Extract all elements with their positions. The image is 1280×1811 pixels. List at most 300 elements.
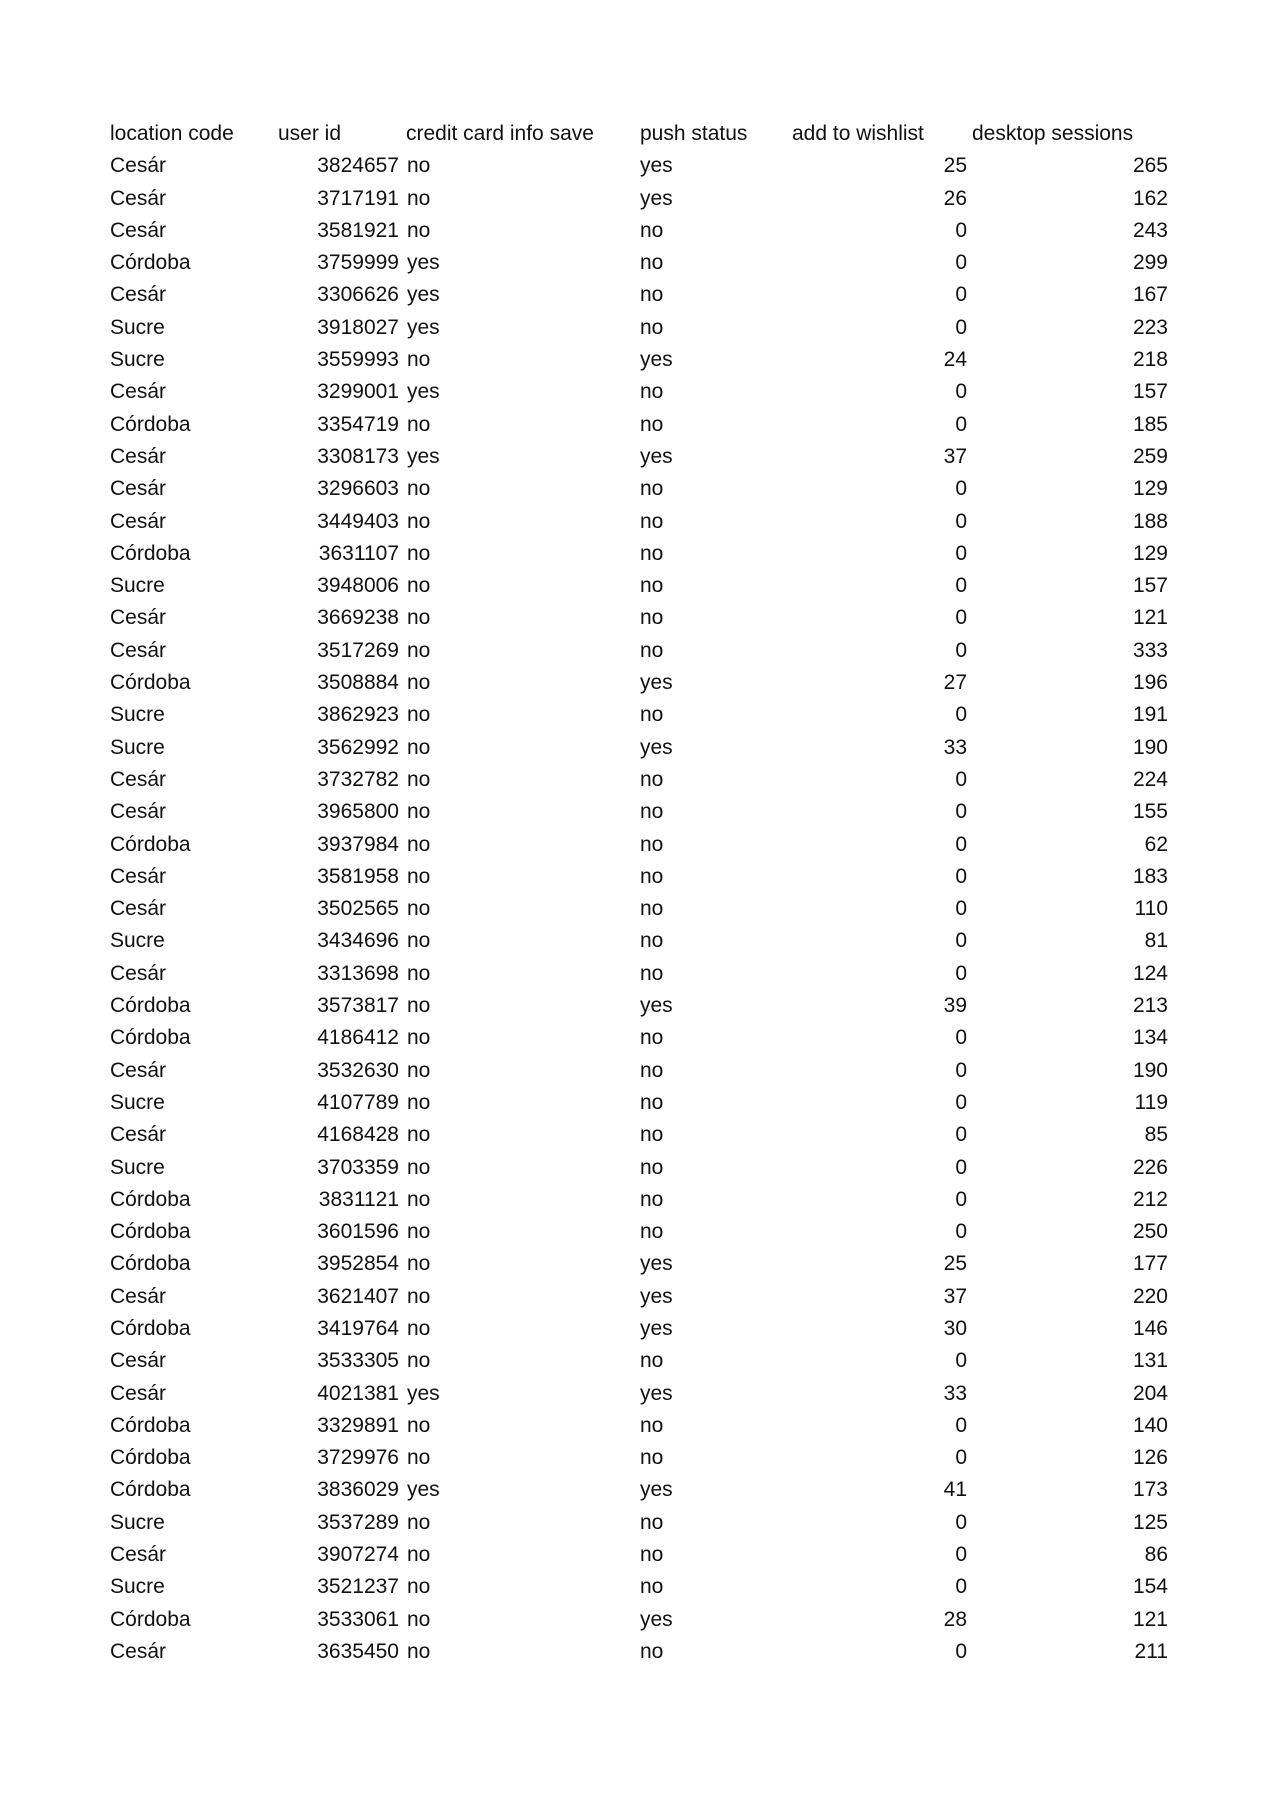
cell-location-code: Córdoba — [110, 832, 191, 856]
cell-push-status: no — [640, 1446, 664, 1470]
cell-user-id: 3717191 — [317, 186, 399, 210]
cell-push-status: no — [640, 1090, 664, 1114]
cell-location-code: Córdoba — [110, 251, 191, 275]
cell-location-code: Cesár — [110, 477, 167, 501]
table-row — [110, 1378, 1180, 1410]
table-row — [110, 1539, 1180, 1571]
cell-desktop-sessions: 131 — [1132, 1349, 1168, 1373]
cell-credit-card-info-save: no — [407, 638, 431, 662]
cell-push-status: no — [640, 1575, 664, 1599]
cell-location-code: Cesár — [110, 800, 167, 824]
cell-add-to-wishlist: 28 — [943, 1607, 967, 1631]
cell-credit-card-info-save: no — [407, 1187, 431, 1211]
table-row — [110, 732, 1180, 764]
cell-push-status: no — [640, 412, 664, 436]
cell-desktop-sessions: 196 — [1132, 671, 1168, 695]
table-row — [110, 279, 1180, 311]
cell-add-to-wishlist: 0 — [955, 1058, 967, 1082]
cell-location-code: Sucre — [110, 1155, 165, 1179]
cell-location-code: Sucre — [110, 315, 165, 339]
cell-push-status: no — [640, 832, 664, 856]
cell-push-status: no — [640, 1639, 664, 1663]
cell-add-to-wishlist: 0 — [955, 1155, 967, 1179]
cell-location-code: Córdoba — [110, 671, 191, 695]
cell-desktop-sessions: 220 — [1132, 1284, 1168, 1308]
cell-location-code: Sucre — [110, 703, 165, 727]
cell-push-status: no — [640, 509, 664, 533]
cell-location-code: Cesár — [110, 444, 167, 468]
cell-desktop-sessions: 155 — [1132, 800, 1168, 824]
cell-desktop-sessions: 62 — [1144, 832, 1168, 856]
cell-push-status: no — [640, 1349, 664, 1373]
cell-add-to-wishlist: 0 — [955, 1639, 967, 1663]
table-row — [110, 893, 1180, 925]
table-row — [110, 925, 1180, 957]
cell-push-status: no — [640, 1220, 664, 1244]
cell-add-to-wishlist: 41 — [943, 1478, 967, 1502]
table-row — [110, 635, 1180, 667]
cell-add-to-wishlist: 0 — [955, 315, 967, 339]
cell-user-id: 3537289 — [317, 1510, 399, 1534]
cell-push-status: yes — [640, 186, 673, 210]
cell-desktop-sessions: 129 — [1132, 541, 1168, 565]
cell-add-to-wishlist: 39 — [943, 994, 967, 1018]
cell-desktop-sessions: 224 — [1132, 767, 1168, 791]
table-row — [110, 1507, 1180, 1539]
cell-credit-card-info-save: yes — [407, 1478, 440, 1502]
cell-location-code: Cesár — [110, 1284, 167, 1308]
cell-credit-card-info-save: no — [407, 767, 431, 791]
cell-add-to-wishlist: 0 — [955, 574, 967, 598]
cell-user-id: 3299001 — [317, 380, 399, 404]
table-row — [110, 1571, 1180, 1603]
cell-add-to-wishlist: 0 — [955, 1090, 967, 1114]
cell-desktop-sessions: 154 — [1132, 1575, 1168, 1599]
cell-desktop-sessions: 167 — [1132, 283, 1168, 307]
cell-user-id: 3434696 — [317, 929, 399, 953]
cell-add-to-wishlist: 0 — [955, 509, 967, 533]
cell-add-to-wishlist: 0 — [955, 832, 967, 856]
table-row — [110, 570, 1180, 602]
cell-push-status: no — [640, 800, 664, 824]
cell-push-status: no — [640, 1510, 664, 1534]
cell-user-id: 3729976 — [317, 1446, 399, 1470]
cell-credit-card-info-save: no — [407, 606, 431, 630]
table-row — [110, 1087, 1180, 1119]
cell-add-to-wishlist: 0 — [955, 218, 967, 242]
cell-add-to-wishlist: 0 — [955, 897, 967, 921]
cell-location-code: Córdoba — [110, 1607, 191, 1631]
cell-user-id: 3449403 — [317, 509, 399, 533]
cell-location-code: Córdoba — [110, 541, 191, 565]
cell-desktop-sessions: 191 — [1132, 703, 1168, 727]
cell-credit-card-info-save: no — [407, 1607, 431, 1631]
cell-add-to-wishlist: 0 — [955, 1026, 967, 1050]
cell-location-code: Córdoba — [110, 1187, 191, 1211]
table-row — [110, 764, 1180, 796]
cell-desktop-sessions: 126 — [1132, 1446, 1168, 1470]
cell-credit-card-info-save: no — [407, 574, 431, 598]
header-push-status: push status — [640, 122, 748, 145]
table-row — [110, 1281, 1180, 1313]
cell-desktop-sessions: 134 — [1132, 1026, 1168, 1050]
cell-add-to-wishlist: 0 — [955, 1123, 967, 1147]
table-row — [110, 699, 1180, 731]
cell-credit-card-info-save: no — [407, 1220, 431, 1244]
cell-add-to-wishlist: 0 — [955, 1349, 967, 1373]
cell-location-code: Córdoba — [110, 1478, 191, 1502]
table-row — [110, 990, 1180, 1022]
cell-add-to-wishlist: 0 — [955, 606, 967, 630]
cell-user-id: 4107789 — [317, 1090, 399, 1114]
cell-user-id: 3581921 — [317, 218, 399, 242]
table-row — [110, 1604, 1180, 1636]
cell-add-to-wishlist: 25 — [943, 1252, 967, 1276]
header-credit-card-info-save: credit card info save — [406, 122, 594, 145]
cell-user-id: 3521237 — [317, 1575, 399, 1599]
cell-push-status: no — [640, 1026, 664, 1050]
cell-push-status: no — [640, 315, 664, 339]
header-user-id: user id — [278, 122, 342, 145]
cell-credit-card-info-save: no — [407, 541, 431, 565]
cell-desktop-sessions: 204 — [1132, 1381, 1168, 1405]
cell-credit-card-info-save: no — [407, 800, 431, 824]
cell-location-code: Cesár — [110, 767, 167, 791]
cell-location-code: Córdoba — [110, 1413, 191, 1437]
cell-add-to-wishlist: 37 — [943, 444, 967, 468]
cell-credit-card-info-save: no — [407, 864, 431, 888]
cell-push-status: no — [640, 1155, 664, 1179]
cell-user-id: 3559993 — [317, 348, 399, 372]
cell-location-code: Cesár — [110, 509, 167, 533]
cell-desktop-sessions: 121 — [1132, 1607, 1168, 1631]
cell-credit-card-info-save: no — [407, 509, 431, 533]
cell-location-code: Córdoba — [110, 994, 191, 1018]
cell-push-status: yes — [640, 1252, 673, 1276]
cell-location-code: Sucre — [110, 348, 165, 372]
cell-add-to-wishlist: 26 — [943, 186, 967, 210]
cell-add-to-wishlist: 0 — [955, 380, 967, 404]
cell-credit-card-info-save: no — [407, 412, 431, 436]
cell-location-code: Córdoba — [110, 1252, 191, 1276]
cell-user-id: 3581958 — [317, 864, 399, 888]
cell-desktop-sessions: 190 — [1132, 735, 1168, 759]
cell-push-status: no — [640, 897, 664, 921]
cell-desktop-sessions: 223 — [1132, 315, 1168, 339]
cell-location-code: Córdoba — [110, 1220, 191, 1244]
cell-user-id: 3601596 — [317, 1220, 399, 1244]
cell-push-status: no — [640, 767, 664, 791]
cell-push-status: no — [640, 703, 664, 727]
cell-credit-card-info-save: no — [407, 832, 431, 856]
cell-push-status: no — [640, 477, 664, 501]
cell-push-status: no — [640, 929, 664, 953]
cell-user-id: 3419764 — [317, 1316, 399, 1340]
table-body — [110, 150, 1180, 1668]
cell-user-id: 3703359 — [317, 1155, 399, 1179]
cell-add-to-wishlist: 0 — [955, 1220, 967, 1244]
cell-credit-card-info-save: no — [407, 1090, 431, 1114]
cell-desktop-sessions: 119 — [1134, 1090, 1168, 1114]
cell-location-code: Cesár — [110, 1058, 167, 1082]
cell-credit-card-info-save: no — [407, 154, 431, 178]
cell-push-status: yes — [640, 154, 673, 178]
header-row — [110, 118, 1180, 150]
cell-push-status: yes — [640, 348, 673, 372]
table-row — [110, 538, 1180, 570]
cell-credit-card-info-save: no — [407, 186, 431, 210]
cell-push-status: yes — [640, 994, 673, 1018]
table-row — [110, 1248, 1180, 1280]
cell-user-id: 3354719 — [317, 412, 399, 436]
cell-user-id: 3836029 — [317, 1478, 399, 1502]
cell-credit-card-info-save: yes — [407, 380, 440, 404]
cell-user-id: 3533061 — [317, 1607, 399, 1631]
table-row — [110, 1022, 1180, 1054]
cell-push-status: yes — [640, 1381, 673, 1405]
cell-push-status: no — [640, 1187, 664, 1211]
cell-desktop-sessions: 162 — [1132, 186, 1168, 210]
table-row — [110, 215, 1180, 247]
cell-user-id: 3533305 — [317, 1349, 399, 1373]
cell-user-id: 4021381 — [317, 1381, 399, 1405]
cell-add-to-wishlist: 27 — [943, 671, 967, 695]
cell-location-code: Córdoba — [110, 1316, 191, 1340]
cell-location-code: Cesár — [110, 1123, 167, 1147]
cell-desktop-sessions: 121 — [1132, 606, 1168, 630]
header-desktop-sessions: desktop sessions — [972, 122, 1134, 145]
table-row — [110, 409, 1180, 441]
table-row — [110, 1055, 1180, 1087]
cell-user-id: 3508884 — [317, 671, 399, 695]
table-row — [110, 1313, 1180, 1345]
cell-push-status: no — [640, 1543, 664, 1567]
cell-desktop-sessions: 185 — [1132, 412, 1168, 436]
cell-push-status: no — [640, 218, 664, 242]
cell-desktop-sessions: 86 — [1144, 1543, 1168, 1567]
cell-desktop-sessions: 190 — [1132, 1058, 1168, 1082]
cell-desktop-sessions: 81 — [1144, 929, 1168, 953]
cell-credit-card-info-save: no — [407, 1510, 431, 1534]
cell-add-to-wishlist: 0 — [955, 1413, 967, 1437]
table-row — [110, 312, 1180, 344]
cell-location-code: Sucre — [110, 929, 165, 953]
cell-add-to-wishlist: 0 — [955, 961, 967, 985]
cell-location-code: Cesár — [110, 1543, 167, 1567]
cell-desktop-sessions: 110 — [1134, 897, 1168, 921]
cell-user-id: 3907274 — [317, 1543, 399, 1567]
cell-add-to-wishlist: 0 — [955, 251, 967, 275]
cell-credit-card-info-save: no — [407, 1058, 431, 1082]
cell-add-to-wishlist: 0 — [955, 638, 967, 662]
cell-credit-card-info-save: yes — [407, 315, 440, 339]
cell-push-status: no — [640, 1413, 664, 1437]
cell-credit-card-info-save: no — [407, 703, 431, 727]
cell-user-id: 3732782 — [317, 767, 399, 791]
cell-user-id: 3621407 — [317, 1284, 399, 1308]
table-row — [110, 796, 1180, 828]
cell-location-code: Cesár — [110, 961, 167, 985]
cell-add-to-wishlist: 33 — [943, 735, 967, 759]
table-row — [110, 1216, 1180, 1248]
cell-push-status: no — [640, 380, 664, 404]
table-row — [110, 1152, 1180, 1184]
cell-location-code: Cesár — [110, 283, 167, 307]
cell-push-status: no — [640, 638, 664, 662]
cell-location-code: Córdoba — [110, 412, 191, 436]
cell-location-code: Córdoba — [110, 1026, 191, 1050]
cell-credit-card-info-save: no — [407, 1413, 431, 1437]
cell-push-status: yes — [640, 444, 673, 468]
cell-user-id: 3313698 — [317, 961, 399, 985]
table-row — [110, 183, 1180, 215]
cell-add-to-wishlist: 0 — [955, 767, 967, 791]
cell-desktop-sessions: 333 — [1132, 638, 1168, 662]
cell-desktop-sessions: 124 — [1132, 961, 1168, 985]
cell-desktop-sessions: 183 — [1132, 864, 1168, 888]
cell-location-code: Sucre — [110, 1575, 165, 1599]
cell-push-status: no — [640, 606, 664, 630]
cell-push-status: no — [640, 1058, 664, 1082]
cell-desktop-sessions: 211 — [1134, 1639, 1168, 1663]
cell-desktop-sessions: 226 — [1132, 1155, 1168, 1179]
cell-credit-card-info-save: yes — [407, 283, 440, 307]
table-row — [110, 829, 1180, 861]
cell-location-code: Sucre — [110, 574, 165, 598]
cell-add-to-wishlist: 0 — [955, 864, 967, 888]
table-row — [110, 861, 1180, 893]
cell-desktop-sessions: 188 — [1132, 509, 1168, 533]
cell-location-code: Cesár — [110, 897, 167, 921]
cell-push-status: no — [640, 864, 664, 888]
cell-location-code: Cesár — [110, 1381, 167, 1405]
cell-desktop-sessions: 140 — [1132, 1413, 1168, 1437]
cell-user-id: 4168428 — [317, 1123, 399, 1147]
cell-user-id: 3296603 — [317, 477, 399, 501]
cell-push-status: yes — [640, 1478, 673, 1502]
cell-location-code: Cesár — [110, 638, 167, 662]
table-row — [110, 506, 1180, 538]
cell-push-status: no — [640, 541, 664, 565]
cell-location-code: Cesár — [110, 606, 167, 630]
cell-credit-card-info-save: no — [407, 897, 431, 921]
cell-credit-card-info-save: no — [407, 1639, 431, 1663]
cell-credit-card-info-save: no — [407, 1252, 431, 1276]
cell-add-to-wishlist: 24 — [943, 348, 967, 372]
cell-desktop-sessions: 265 — [1132, 154, 1168, 178]
cell-add-to-wishlist: 0 — [955, 929, 967, 953]
table-row — [110, 376, 1180, 408]
cell-credit-card-info-save: no — [407, 1155, 431, 1179]
table-row — [110, 150, 1180, 182]
cell-location-code: Cesár — [110, 1349, 167, 1373]
cell-credit-card-info-save: no — [407, 994, 431, 1018]
cell-credit-card-info-save: no — [407, 348, 431, 372]
cell-user-id: 3937984 — [317, 832, 399, 856]
cell-push-status: no — [640, 1123, 664, 1147]
table-row — [110, 667, 1180, 699]
cell-location-code: Cesár — [110, 186, 167, 210]
table-row — [110, 1410, 1180, 1442]
table-row — [110, 1345, 1180, 1377]
cell-credit-card-info-save: no — [407, 1123, 431, 1147]
cell-add-to-wishlist: 0 — [955, 1510, 967, 1534]
table-row — [110, 441, 1180, 473]
cell-credit-card-info-save: no — [407, 961, 431, 985]
cell-credit-card-info-save: no — [407, 1026, 431, 1050]
cell-credit-card-info-save: yes — [407, 1381, 440, 1405]
cell-credit-card-info-save: no — [407, 477, 431, 501]
cell-user-id: 3573817 — [317, 994, 399, 1018]
cell-user-id: 3308173 — [317, 444, 399, 468]
table-row — [110, 473, 1180, 505]
table-row — [110, 344, 1180, 376]
cell-add-to-wishlist: 0 — [955, 1446, 967, 1470]
cell-add-to-wishlist: 25 — [943, 154, 967, 178]
cell-credit-card-info-save: no — [407, 218, 431, 242]
cell-credit-card-info-save: no — [407, 1575, 431, 1599]
cell-credit-card-info-save: no — [407, 929, 431, 953]
cell-user-id: 3952854 — [317, 1252, 399, 1276]
cell-user-id: 3831121 — [318, 1187, 399, 1211]
header-location-code: location code — [110, 122, 234, 145]
cell-user-id: 3948006 — [317, 574, 399, 598]
cell-push-status: no — [640, 283, 664, 307]
cell-desktop-sessions: 218 — [1132, 348, 1168, 372]
cell-push-status: yes — [640, 1316, 673, 1340]
spreadsheet — [110, 118, 1180, 1668]
cell-user-id: 3532630 — [317, 1058, 399, 1082]
cell-user-id: 3517269 — [317, 638, 399, 662]
table-row — [110, 1119, 1180, 1151]
cell-user-id: 3635450 — [317, 1639, 399, 1663]
cell-add-to-wishlist: 0 — [955, 703, 967, 727]
table-row — [110, 958, 1180, 990]
cell-desktop-sessions: 146 — [1132, 1316, 1168, 1340]
cell-desktop-sessions: 243 — [1132, 218, 1168, 242]
cell-desktop-sessions: 250 — [1132, 1220, 1168, 1244]
cell-add-to-wishlist: 0 — [955, 283, 967, 307]
cell-push-status: yes — [640, 671, 673, 695]
table-row — [110, 1636, 1180, 1668]
cell-desktop-sessions: 259 — [1132, 444, 1168, 468]
cell-user-id: 3306626 — [317, 283, 399, 307]
cell-add-to-wishlist: 33 — [943, 1381, 967, 1405]
cell-desktop-sessions: 125 — [1132, 1510, 1168, 1534]
cell-desktop-sessions: 173 — [1132, 1478, 1168, 1502]
cell-push-status: yes — [640, 735, 673, 759]
cell-add-to-wishlist: 0 — [955, 412, 967, 436]
cell-credit-card-info-save: no — [407, 1349, 431, 1373]
cell-user-id: 3759999 — [317, 251, 399, 275]
cell-location-code: Cesár — [110, 218, 167, 242]
cell-credit-card-info-save: no — [407, 1316, 431, 1340]
cell-add-to-wishlist: 0 — [955, 1187, 967, 1211]
cell-add-to-wishlist: 37 — [943, 1284, 967, 1308]
cell-user-id: 3502565 — [317, 897, 399, 921]
table-row — [110, 602, 1180, 634]
cell-user-id: 3669238 — [317, 606, 399, 630]
cell-push-status: yes — [640, 1284, 673, 1308]
cell-user-id: 4186412 — [317, 1026, 399, 1050]
cell-credit-card-info-save: no — [407, 735, 431, 759]
cell-location-code: Sucre — [110, 735, 165, 759]
cell-user-id: 3824657 — [317, 154, 399, 178]
cell-credit-card-info-save: no — [407, 1543, 431, 1567]
cell-user-id: 3965800 — [317, 800, 399, 824]
cell-location-code: Cesár — [110, 380, 167, 404]
cell-location-code: Cesár — [110, 864, 167, 888]
